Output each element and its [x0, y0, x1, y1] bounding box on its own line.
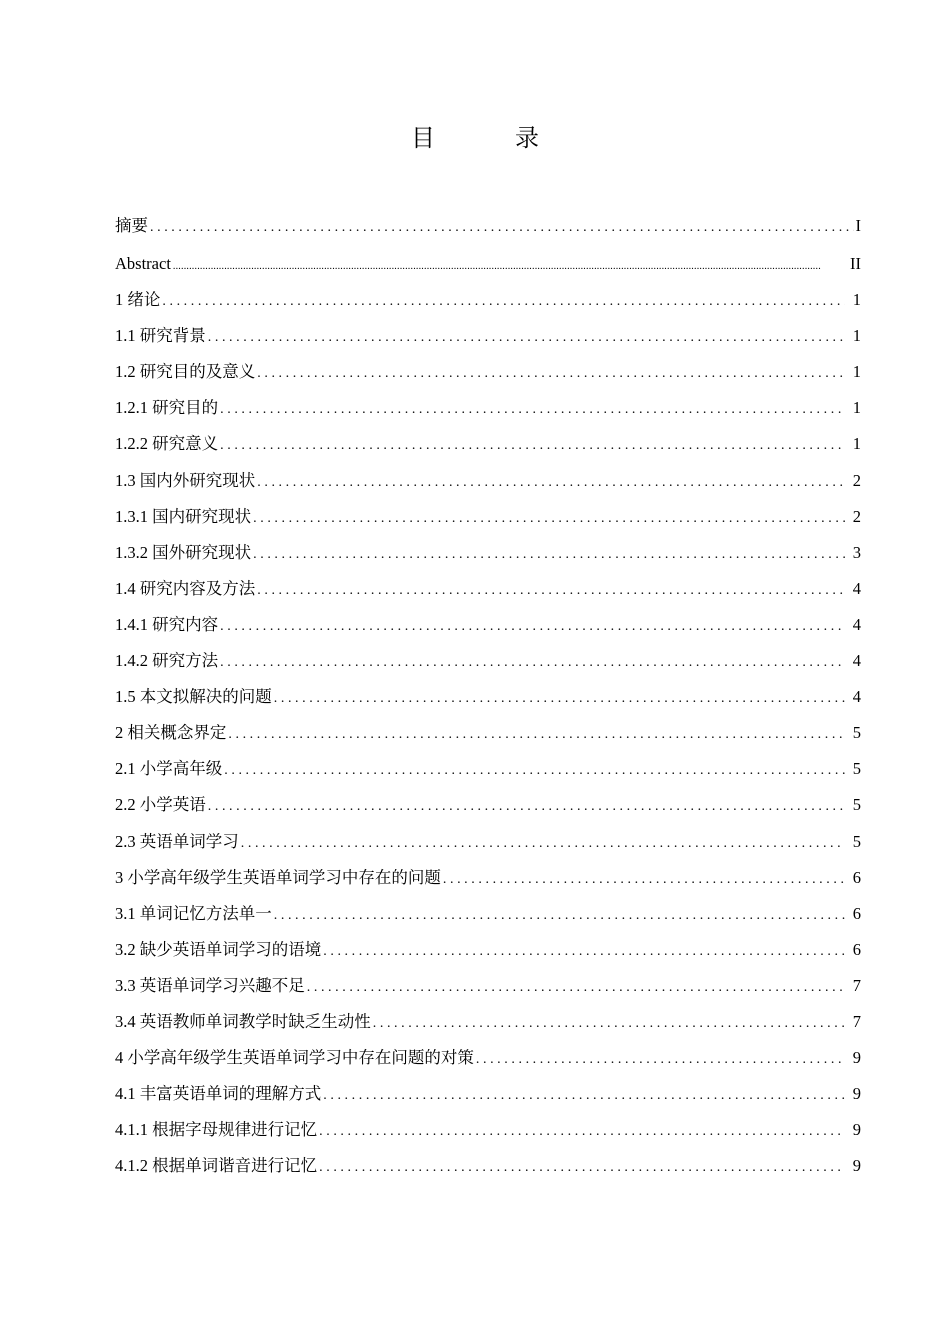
- toc-entry-label: 1.4.2 研究方法: [115, 651, 219, 671]
- toc-entry-page-number: 9: [852, 1048, 861, 1068]
- toc-entry-label: 4 小学高年级学生英语单词学习中存在问题的对策: [115, 1048, 474, 1068]
- toc-entry[interactable]: [115, 751, 861, 787]
- toc-entry[interactable]: [115, 282, 861, 318]
- toc-entry[interactable]: [115, 1148, 861, 1184]
- toc-entry-label: 1.2.2 研究意义: [115, 434, 219, 454]
- toc-entry[interactable]: [115, 968, 861, 1004]
- toc-entry[interactable]: [115, 824, 861, 860]
- toc-entry-page-number: 9: [852, 1156, 861, 1176]
- toc-entry-label: 1.4 研究内容及方法: [115, 578, 256, 598]
- toc-entry[interactable]: [115, 499, 861, 535]
- toc-entry-label: 1.1 研究背景: [115, 326, 206, 346]
- toc-entry-page-number: 9: [852, 1120, 861, 1140]
- toc-leader-dots: [220, 428, 845, 464]
- toc-leader-dots: [443, 862, 845, 898]
- toc-entry-page-number: 1: [852, 362, 861, 382]
- toc-leader-dots: [257, 465, 845, 501]
- toc-entry[interactable]: [115, 571, 861, 607]
- toc-leader-dots: [220, 392, 845, 428]
- toc-leader-dots: [173, 249, 848, 285]
- toc-entry-label: 2 相关概念界定: [115, 723, 227, 743]
- toc-entry-label: 1.2.1 研究目的: [115, 398, 219, 418]
- toc-entry-page-number: 5: [852, 723, 861, 743]
- toc-entry-page-number: 7: [852, 975, 861, 995]
- toc-entry-label: 4.1 丰富英语单词的理解方式: [115, 1084, 322, 1104]
- toc-leader-dots: [220, 645, 845, 681]
- toc-entry-page-number: II: [850, 254, 861, 273]
- toc-entry-label: 1.3.1 国内研究现状: [115, 506, 252, 526]
- toc-entry-page-number: 2: [852, 506, 861, 526]
- toc-leader-dots: [257, 356, 845, 392]
- toc-leader-dots: [373, 1006, 845, 1042]
- toc-entry[interactable]: [115, 208, 861, 246]
- toc-leader-dots: [162, 284, 845, 320]
- toc-leader-dots: [208, 320, 845, 356]
- toc-entry-page-number: 4: [852, 687, 861, 707]
- toc-entry-page-number: 6: [852, 939, 861, 959]
- toc-entry-page-number: 4: [852, 578, 861, 598]
- toc-entry[interactable]: [115, 607, 861, 643]
- toc-entry-page-number: 5: [852, 795, 861, 815]
- toc-entry[interactable]: [115, 1112, 861, 1148]
- toc-entry[interactable]: [115, 643, 861, 679]
- toc-entry[interactable]: [115, 463, 861, 499]
- page-title: 目 录: [411, 124, 567, 152]
- toc-entry-label: 2.3 英语单词学习: [115, 831, 239, 851]
- toc-entry-page-number: 1: [852, 290, 861, 310]
- toc-entry[interactable]: [115, 896, 861, 932]
- toc-entry-label: 3.1 单词记忆方法单一: [115, 903, 272, 923]
- toc-entry-label: 摘要: [115, 216, 148, 235]
- toc-leader-dots: [220, 609, 845, 645]
- toc-entry-page-number: 4: [852, 614, 861, 634]
- toc-leader-dots: [253, 501, 845, 537]
- toc-entry-page-number: 6: [852, 903, 861, 923]
- toc-entry-page-number: 2: [852, 470, 861, 490]
- toc-entry[interactable]: [115, 318, 861, 354]
- toc-leader-dots: [257, 573, 845, 609]
- toc-entry[interactable]: [115, 426, 861, 462]
- toc-entry-label: 1.3.2 国外研究现状: [115, 542, 252, 562]
- toc-leader-dots: [224, 753, 845, 789]
- toc-entry-label: 4.1.1 根据字母规律进行记忆: [115, 1120, 318, 1140]
- toc-entry-label: 3 小学高年级学生英语单词学习中存在的问题: [115, 867, 441, 887]
- toc-entry-label: 1.2 研究目的及意义: [115, 362, 256, 382]
- toc-leader-dots: [241, 826, 845, 862]
- toc-entry-page-number: 1: [852, 434, 861, 454]
- toc-entry-page-number: 1: [852, 398, 861, 418]
- toc-entry[interactable]: [115, 1040, 861, 1076]
- toc-entry-label: 1.5 本文拟解决的问题: [115, 687, 272, 707]
- toc-entry-label: 1 绪论: [115, 290, 161, 310]
- toc-entry[interactable]: [115, 679, 861, 715]
- toc-entry[interactable]: [115, 1004, 861, 1040]
- toc-entry[interactable]: [115, 787, 861, 823]
- table-of-contents: [115, 208, 861, 1184]
- toc-entry-label: 3.3 英语单词学习兴趣不足: [115, 975, 305, 995]
- toc-leader-dots: [476, 1042, 845, 1078]
- toc-entry[interactable]: [115, 1076, 861, 1112]
- toc-leader-dots: [208, 789, 845, 825]
- toc-leader-dots: [307, 970, 845, 1006]
- toc-entry-label: 4.1.2 根据单词谐音进行记忆: [115, 1156, 318, 1176]
- toc-entry-page-number: 7: [852, 1011, 861, 1031]
- toc-entry-label: 1.4.1 研究内容: [115, 614, 219, 634]
- toc-entry-label: 2.2 小学英语: [115, 795, 206, 815]
- toc-entry[interactable]: [115, 354, 861, 390]
- toc-leader-dots: [150, 210, 854, 246]
- toc-entry-page-number: 3: [852, 542, 861, 562]
- toc-entry-page-number: 6: [852, 867, 861, 887]
- toc-entry[interactable]: [115, 535, 861, 571]
- toc-leader-dots: [274, 681, 845, 717]
- toc-leader-dots: [323, 934, 845, 970]
- toc-entry[interactable]: [115, 390, 861, 426]
- toc-entry[interactable]: [115, 860, 861, 896]
- toc-entry-label: 2.1 小学高年级: [115, 759, 223, 779]
- toc-entry-page-number: 4: [852, 651, 861, 671]
- toc-entry-page-number: I: [855, 216, 861, 235]
- toc-leader-dots: [228, 717, 845, 753]
- toc-leader-dots: [319, 1114, 845, 1150]
- toc-entry[interactable]: [115, 932, 861, 968]
- toc-entry-label: 1.3 国内外研究现状: [115, 470, 256, 490]
- toc-entry-page-number: 5: [852, 759, 861, 779]
- toc-entry-page-number: 5: [852, 831, 861, 851]
- toc-entry-label: 3.2 缺少英语单词学习的语境: [115, 939, 322, 959]
- toc-entry[interactable]: [115, 715, 861, 751]
- toc-entry-label: Abstract: [115, 254, 171, 273]
- toc-entry-page-number: 9: [852, 1084, 861, 1104]
- toc-leader-dots: [323, 1078, 845, 1114]
- toc-leader-dots: [274, 898, 845, 934]
- toc-entry-label: 3.4 英语教师单词教学时缺乏生动性: [115, 1011, 371, 1031]
- toc-leader-dots: [319, 1150, 845, 1186]
- toc-entry-page-number: 1: [852, 326, 861, 346]
- toc-entry[interactable]: [115, 246, 861, 282]
- toc-leader-dots: [253, 537, 845, 573]
